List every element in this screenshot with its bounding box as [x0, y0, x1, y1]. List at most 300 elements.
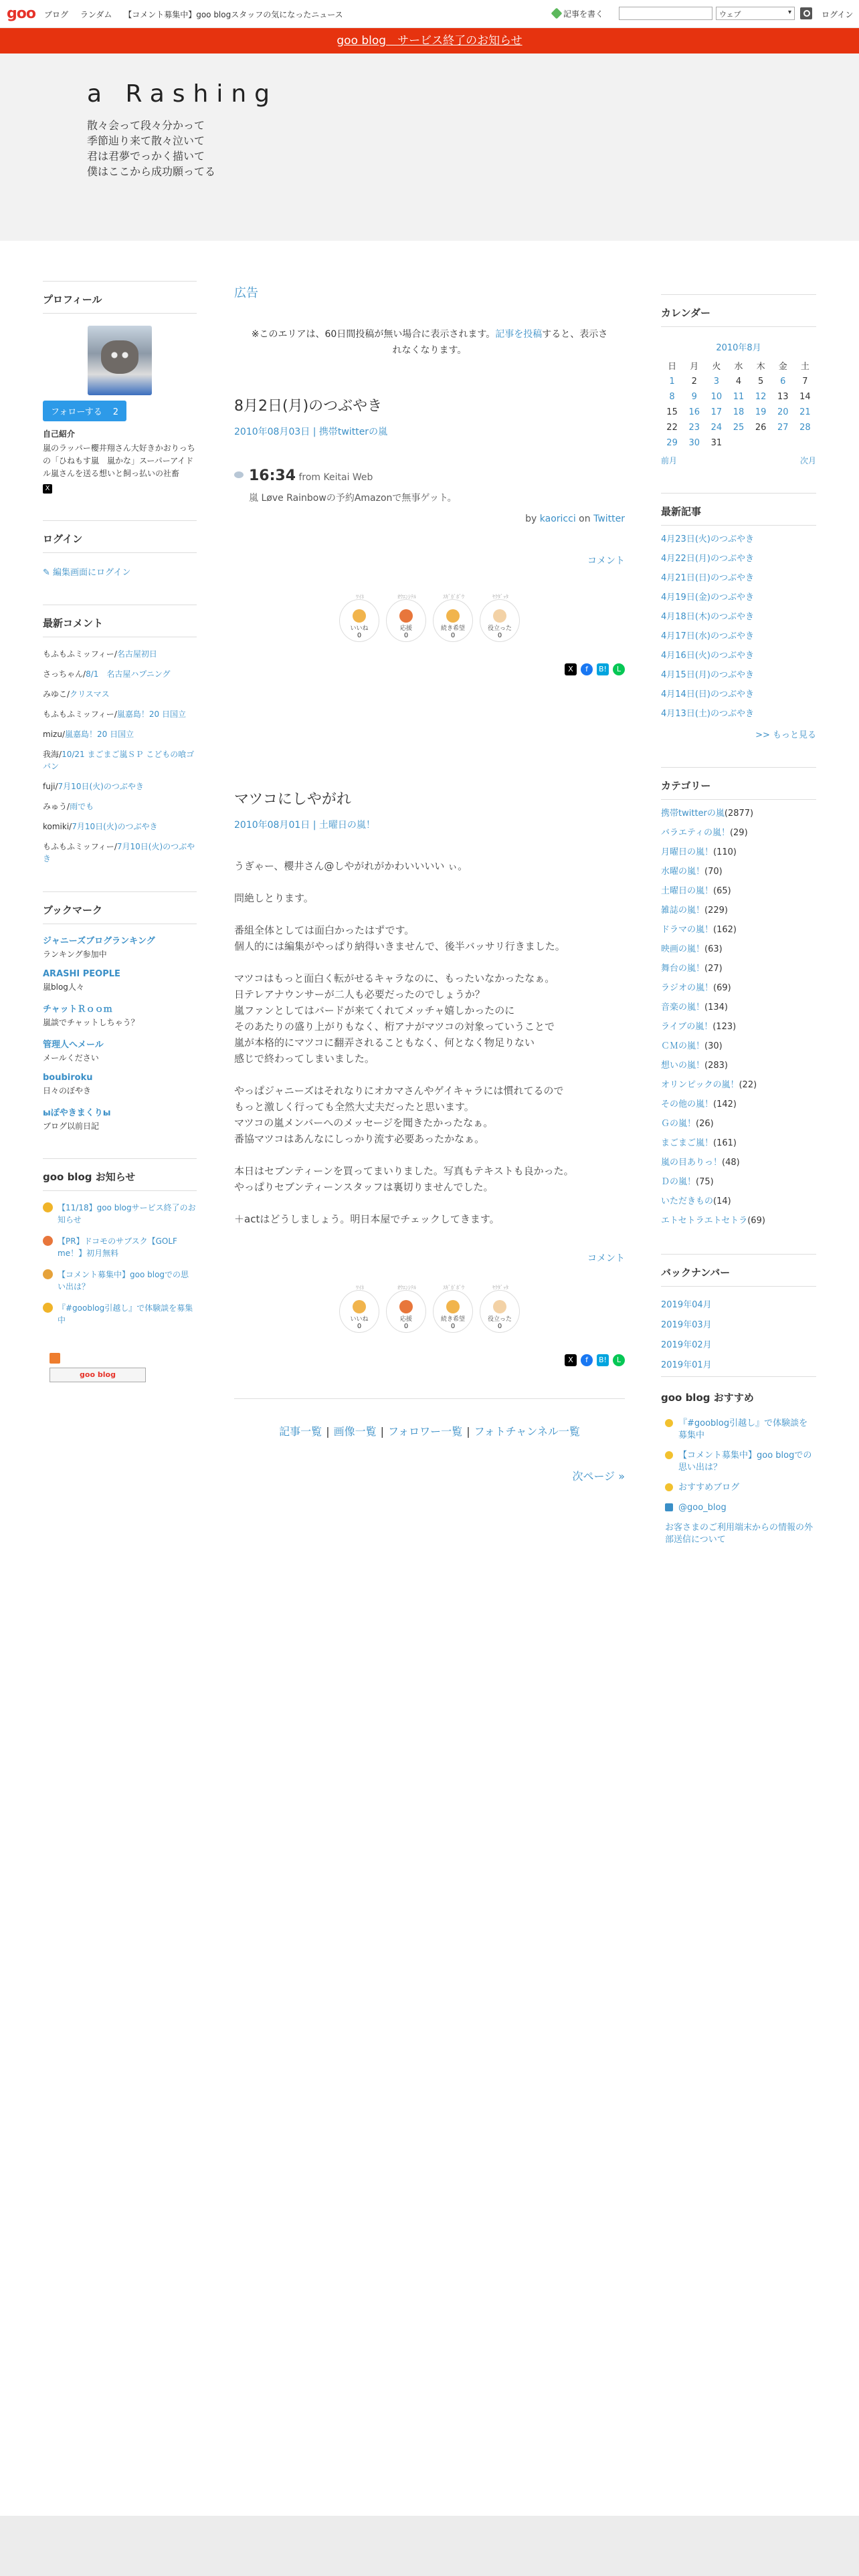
line-icon[interactable]: L [613, 1354, 625, 1366]
list-item[interactable] [661, 1215, 816, 1227]
list-item[interactable]: 2019年03月 [661, 1320, 712, 1330]
comment-link[interactable]: コメント [587, 1253, 625, 1264]
profile-box [43, 281, 197, 494]
reaction-buttons [234, 1285, 625, 1333]
line-icon[interactable]: L [613, 663, 625, 675]
list-item[interactable]: 2019年04月 [661, 1300, 712, 1310]
calendar-day[interactable]: 20 [777, 407, 789, 417]
calendar-weekday: 金 [778, 362, 787, 372]
calendar-weekday: 土 [800, 362, 809, 372]
facebook-icon[interactable]: f [581, 1354, 593, 1366]
calendar-day[interactable]: 23 [688, 423, 700, 433]
list-item [43, 1037, 197, 1063]
calendar-day[interactable]: 10 [710, 392, 723, 402]
calendar-day: 31 [710, 438, 723, 448]
x-share-icon[interactable]: X [565, 1354, 577, 1366]
calendar-month[interactable]: 2010年8月 [716, 343, 761, 353]
reaction-helpful-button[interactable] [480, 594, 520, 642]
tweet-source: from Keitai Web [298, 472, 373, 483]
calendar-nav [661, 455, 816, 466]
latest-comments-list [43, 648, 197, 865]
bookmark-link[interactable]: 管理人へメール [43, 1040, 104, 1050]
pencil-icon [551, 8, 563, 19]
top-nav [44, 9, 353, 20]
follow-button[interactable] [43, 401, 126, 421]
comment-post-link[interactable]: 10/21 まごまご嵐ＳＰ こどもの喰ゴバン [43, 750, 195, 771]
x-share-icon[interactable]: X [565, 663, 577, 675]
comment-post-link[interactable]: 雨でも [70, 802, 94, 811]
calendar-table [661, 357, 816, 451]
edit-login-link[interactable] [43, 565, 197, 578]
calendar-day: 14 [799, 392, 811, 402]
reaction-count: 0 [450, 1323, 456, 1330]
more-posts-link[interactable]: >> もっと見る [755, 730, 816, 740]
goo-notice-link: 【コメント募集中】goo blogでの思い出は？ [58, 1270, 189, 1291]
category-count: (29) [729, 828, 748, 838]
category-link: 音楽の嵐！ [661, 1002, 705, 1012]
list-item[interactable] [661, 866, 816, 878]
list-item: みゆこ/クリスマス [43, 689, 110, 699]
reaction-more-button[interactable] [433, 1285, 473, 1333]
list-item[interactable]: 4月16日(火)のつぶやき [661, 651, 754, 661]
left-sidebar [43, 281, 197, 1409]
category-count: (142) [713, 1099, 737, 1109]
category-count: (110) [713, 847, 737, 857]
category-count: (27) [704, 964, 723, 974]
category-link: エトセトラエトセトラ [661, 1216, 748, 1226]
calendar-day[interactable]: 30 [688, 438, 700, 448]
list-item [43, 1105, 197, 1132]
comment-author: mizu [43, 730, 62, 739]
post-date[interactable]: 2010年08月01日 [234, 820, 310, 831]
tweet-time[interactable]: 16:34 [249, 467, 296, 484]
megaphone-icon [399, 1300, 413, 1313]
list-item[interactable] [661, 1099, 816, 1111]
list-item[interactable] [661, 924, 816, 936]
category-count: (30) [704, 1041, 723, 1051]
recent-posts-list [661, 534, 816, 720]
heart-eyes-icon [446, 609, 460, 623]
hatena-icon[interactable]: B! [597, 663, 609, 675]
bookmark-desc: ブログ以前日記 [43, 1121, 100, 1131]
calendar-weekday: 火 [712, 362, 721, 372]
category-link: 嵐の目ありっ！ [661, 1158, 723, 1168]
calendar-day: 15 [666, 407, 678, 417]
list-item[interactable] [43, 1302, 197, 1326]
category-link: 月曜日の嵐！ [661, 847, 714, 857]
comment-post-link[interactable]: 8/1 名古屋ハプニング [86, 669, 171, 679]
heart-eyes-icon [446, 1300, 460, 1313]
category-count: (22) [739, 1080, 757, 1090]
categories-box [661, 767, 816, 1227]
list-item: みゅう/雨でも [43, 802, 94, 811]
calendar-day[interactable]: 25 [733, 423, 745, 433]
lightbulb-icon [665, 1451, 673, 1459]
goo-notice-link: 【PR】ドコモのサブスク【GOLF me！】初月無料 [58, 1237, 177, 1258]
search-scope-value: ウェブ [719, 10, 741, 19]
tweet-byline [234, 514, 625, 524]
goo-notice-box [43, 1158, 197, 1382]
recommend-heading: goo blog おすすめ [661, 1376, 816, 1411]
pencil-icon: ✎ [43, 568, 54, 578]
comment-author: komiki [43, 822, 70, 831]
ad-note-text: ※このエリアは、60日間投稿が無い場合に表示されます。 [251, 329, 496, 340]
reaction-label: 応援 [399, 625, 412, 632]
list-item[interactable]: 4月14日(日)のつぶやき [661, 689, 754, 700]
bookmark-link[interactable]: チャットＲｏｏｍ [43, 1004, 112, 1014]
category-count: (65) [713, 886, 731, 896]
calendar-day: 7 [802, 377, 808, 387]
prev-month-link[interactable]: 前月 [661, 456, 678, 465]
bookmark-link[interactable]: boubiroku [43, 1073, 93, 1083]
list-item[interactable] [661, 1450, 816, 1474]
reaction-count: 0 [357, 1323, 362, 1330]
tweet-author-link[interactable]: kaoricci [539, 514, 576, 524]
reaction-label: 役立った [487, 625, 512, 632]
follow-label: フォローする [51, 407, 102, 417]
next-month-link[interactable]: 次月 [799, 456, 816, 465]
calendar-day[interactable]: 24 [710, 423, 723, 433]
follower-list-link[interactable]: フォロワー一覧 [387, 1425, 463, 1438]
backnumber-heading: バックナンバー [661, 1254, 816, 1287]
bookmark-desc: 嵐blog人々 [43, 982, 84, 992]
reaction-buttons [234, 594, 625, 642]
calendar-day[interactable]: 21 [799, 407, 811, 417]
backnumber-list[interactable] [661, 1297, 816, 1370]
comment-author: みゆこ [43, 689, 68, 699]
category-count: (2877) [724, 809, 754, 819]
list-item[interactable] [661, 1176, 816, 1188]
list-item[interactable] [661, 1079, 816, 1091]
ad-note-text: すると、表示されなくなります。 [392, 329, 608, 356]
comment-post-link[interactable]: 嵐嘉島！20 日国立 [116, 710, 186, 719]
list-item[interactable] [661, 1502, 816, 1514]
rss-icon[interactable] [50, 1353, 60, 1364]
x-icon[interactable]: X [43, 484, 52, 494]
comment-post-link[interactable]: 7月10日(火)のつぶやき [58, 782, 144, 791]
write-post-link[interactable] [553, 8, 603, 19]
comment-author: みゅう [43, 802, 68, 811]
calendar-day: 26 [755, 423, 767, 433]
reaction-like-button[interactable] [339, 594, 379, 642]
list-item[interactable] [661, 1138, 816, 1150]
reaction-label: いいね [350, 625, 369, 632]
list-item[interactable] [661, 1482, 816, 1494]
list-item[interactable] [43, 1235, 197, 1259]
category-count: (229) [704, 905, 728, 916]
post-category[interactable]: 携帯twitterの嵐 [318, 427, 388, 437]
goo-blog-badge[interactable] [50, 1368, 146, 1382]
bookmark-desc: メールください [43, 1053, 99, 1063]
comment-post-link[interactable]: 7月10日(火)のつぶやき [43, 842, 195, 863]
list-item[interactable]: 4月22日(月)のつぶやき [661, 554, 754, 564]
external-transmission-link: お客さまのご利用端末からの情報の外部送信について [665, 1523, 814, 1545]
list-item[interactable]: 2019年02月 [661, 1340, 712, 1350]
bookmark-link[interactable]: ARASHI PEOPLE [43, 969, 120, 979]
list-item[interactable] [661, 1118, 816, 1130]
calendar-day[interactable]: 27 [777, 423, 789, 433]
lightbulb-icon [665, 1483, 673, 1491]
calendar-day[interactable]: 29 [666, 438, 678, 448]
category-link: バラエティの嵐！ [661, 828, 730, 838]
comment-author: もふもふミッフィー [43, 649, 114, 659]
goo-notice-link: 『#gooblog引越し』で体験談を募集中 [58, 1303, 193, 1325]
category-link: 想いの嵐！ [661, 1061, 705, 1071]
reaction-support-button[interactable] [386, 1285, 426, 1333]
edit-login-label: 編集画面にログイン [53, 568, 131, 578]
list-item[interactable]: 4月18日(木)のつぶやき [661, 612, 754, 622]
list-item[interactable]: 4月23日(火)のつぶやき [661, 534, 754, 544]
list-item[interactable] [661, 1522, 816, 1546]
reaction-label: 役立った [487, 1316, 512, 1323]
calendar-day[interactable]: 12 [755, 392, 767, 402]
category-link: Ｄの嵐！ [661, 1177, 696, 1187]
ad-heading: 広告 [234, 286, 258, 300]
list-item[interactable] [661, 1060, 816, 1072]
post-title[interactable]: 8月2日(月)のつぶやき [234, 398, 383, 415]
calendar-day[interactable]: 9 [691, 392, 697, 402]
calendar-day[interactable]: 16 [688, 407, 700, 417]
calendar-weekday: 水 [734, 362, 743, 372]
goo-badge-text: goo blog [80, 1370, 116, 1379]
latest-comments-box [43, 605, 197, 865]
search-input[interactable] [619, 7, 712, 20]
share-buttons [234, 663, 625, 675]
bookmark-desc: ランキング参加中 [43, 950, 107, 959]
category-count: (123) [712, 1022, 737, 1032]
category-count: (14) [713, 1196, 731, 1206]
post-date[interactable]: 2010年08月03日 [234, 427, 310, 437]
lightbulb-icon [43, 1303, 53, 1313]
reaction-caption: ﾜｲﾈ [356, 594, 364, 600]
goo-notice-link: 【11/18】goo blogサービス終了のお知らせ [58, 1203, 196, 1224]
calendar-day: 4 [735, 377, 742, 387]
list-item[interactable] [661, 885, 816, 897]
search-button[interactable] [800, 7, 812, 19]
reaction-label: いいね [350, 1316, 369, 1323]
service-end-notice-link[interactable]: goo blog サービス終了のお知らせ [337, 34, 522, 47]
post-meta: 2010年08月01日 | 土曜日の嵐！ [234, 820, 375, 831]
calendar-day [750, 435, 772, 451]
category-link: ライブの嵐！ [661, 1022, 713, 1032]
category-link: いただきもの [661, 1196, 714, 1206]
calendar-day: 5 [757, 377, 764, 387]
goo-logo[interactable]: goo [7, 5, 35, 22]
calendar-day: 13 [777, 392, 789, 402]
login-link[interactable]: ログイン [822, 10, 854, 19]
comment-post-link[interactable]: 7月10日(火)のつぶやき [72, 822, 158, 831]
category-count: (63) [704, 944, 723, 954]
recommend-link: 『#gooblog引越し』で体験談を募集中 [678, 1418, 808, 1440]
category-count: (48) [722, 1158, 740, 1168]
comment-post-link[interactable]: 名古屋初日 [116, 649, 157, 659]
lightbulb-icon [665, 1419, 673, 1427]
reaction-caption: ｵｳｴﾝｼﾃﾙ [397, 1285, 416, 1291]
follow-count: 2 [112, 407, 118, 417]
reaction-helpful-button[interactable] [480, 1285, 520, 1333]
top-nav-random[interactable]: ランダム [80, 10, 112, 19]
category-count: (162) [713, 925, 737, 935]
calendar-day[interactable]: 17 [710, 407, 723, 417]
comment-author: fuji [43, 782, 56, 791]
list-item[interactable] [661, 905, 816, 917]
list-item[interactable]: 4月13日(土)のつぶやき [661, 709, 754, 719]
share-buttons [234, 1354, 625, 1366]
list-item[interactable] [661, 1157, 816, 1169]
post-meta: 2010年08月03日 | 携帯twitterの嵐 [234, 427, 388, 437]
list-item[interactable]: 4月17日(水)のつぶやき [661, 631, 754, 641]
image-list-link[interactable]: 画像一覧 [333, 1425, 377, 1438]
calendar-weekday: 木 [756, 362, 765, 372]
calendar-day[interactable]: 18 [733, 407, 745, 417]
category-link: まごまご嵐！ [661, 1138, 714, 1148]
profile-heading: プロフィール [43, 281, 197, 314]
search-scope-select[interactable] [716, 7, 795, 20]
list-item[interactable]: 4月21日(日)のつぶやき [661, 573, 754, 583]
reaction-more-button[interactable] [433, 594, 473, 642]
hatena-icon[interactable]: B! [597, 1354, 609, 1366]
comment-post-link[interactable]: クリスマス [70, 689, 110, 699]
bookmarks-heading: ブックマーク [43, 891, 197, 924]
bookmark-link[interactable]: ジャニーズブログランキング [43, 936, 155, 946]
login-box [43, 520, 197, 578]
comment-post-link[interactable]: 嵐嘉島！20 日国立 [64, 730, 134, 739]
list-item: さっちゃん/8/1 名古屋ハプニング [43, 669, 171, 679]
right-sidebar [661, 294, 816, 1573]
post-body: うぎゃー、櫻井さん@しやがれがかわいいいい ぃ。 問絶しとります。 番組全体としては面白かったはずです。 個人的には編集がやっぱり納得いきませんで、後半バッサリ行きました。 マツコはもっと面白く転がせるキャラなのに、もったいなかったなぁ。 日テレアナウンサーが二人も必要だったのでしょうか？ 嵐ファンとしてはバードが来てくれてメッチャ嬉しかったのに そのあたりの盛り上がりもなく、桁アナがマツコの対象っていうことで 嵐が本格的にマツコに翻弄されることもなく、何となく物足りない 感じで終わってしまいました。 やっぱジャニーズはそれなりにオカマさんやゲイキャラには慣れてるので もっと激しく行っても全然大丈夫だったと思います。 マツコの嵐メンバーへのメッセージを聞きたかったなぁ。 番協マツコはあんなにしっかり流す必要あったかなぁ。 本日はセブンティーンを買ってまいりました。写真もテキストも良かった。 やっぱりセブンティーンスタッフは裏切りませんでした。 ＋actはどうしましょう。明日本屋でチェックしてきます。 [234, 860, 574, 1225]
list-item[interactable]: 4月19日(金)のつぶやき [661, 593, 754, 603]
recommend-link: 【コメント募集中】goo blogでの思い出は？ [678, 1451, 812, 1473]
post-article-link[interactable]: 記事を投稿 [495, 329, 543, 340]
calendar-day [727, 435, 749, 451]
calendar-box [661, 294, 816, 466]
calendar-day[interactable]: 1 [669, 377, 675, 387]
list-item[interactable] [661, 1002, 816, 1014]
category-link: ＣＭの嵐！ [661, 1041, 705, 1051]
tweet-text: 嵐 Løve Rainbowの予約Amazonで無事ゲット。 [249, 493, 457, 504]
list-item[interactable] [661, 1041, 816, 1053]
list-item[interactable] [661, 827, 816, 839]
category-count: (75) [696, 1177, 714, 1187]
avatar[interactable] [88, 326, 152, 395]
login-heading: ログイン [43, 520, 197, 553]
comment-author: もふもふミッフィー [43, 710, 114, 719]
reaction-caption: ｵｳｴﾝｼﾃﾙ [397, 594, 416, 600]
reaction-count: 0 [403, 1323, 409, 1330]
comment-link[interactable]: コメント [587, 556, 625, 566]
goo-notice-heading: goo blog お知らせ [43, 1158, 197, 1191]
comment-author: さっちゃん [43, 669, 84, 679]
category-link: ラジオの嵐！ [661, 983, 714, 993]
calendar-day[interactable]: 28 [799, 423, 811, 433]
category-count: (161) [713, 1138, 737, 1148]
blog-header [0, 53, 859, 241]
article-list-link[interactable]: 記事一覧 [279, 1425, 322, 1438]
list-item: fuji/7月10日(火)のつぶやき [43, 782, 144, 791]
list-item[interactable] [661, 847, 816, 859]
reaction-label: 応援 [399, 1316, 412, 1323]
recent-posts-box [661, 493, 816, 740]
post-title[interactable]: マツコにしやがれ [234, 791, 351, 808]
reaction-like-button[interactable] [339, 1285, 379, 1333]
megaphone-icon [399, 609, 413, 623]
list-item: 我海/10/21 まごまご嵐ＳＰ こどもの喰ゴバン [43, 750, 195, 771]
list-item[interactable] [43, 1269, 197, 1293]
bookmark-desc: 嵐談でチャットしちゃう？ [43, 1018, 139, 1027]
next-page-link[interactable]: 次ページ » [572, 1470, 625, 1483]
post-2 [234, 788, 625, 1366]
calendar-heading: カレンダー [661, 294, 816, 327]
list-item[interactable] [661, 808, 816, 820]
backnumber-box [661, 1254, 816, 1370]
blog-title[interactable]: a Rashing [87, 80, 278, 108]
comment-author: 我海 [43, 750, 60, 759]
list-item[interactable]: 4月15日(月)のつぶやき [661, 670, 754, 680]
intro-heading: 自己紹介 [43, 429, 76, 439]
comment-icon [43, 1269, 53, 1279]
recommend-link: おすすめブログ [678, 1483, 740, 1493]
list-item [43, 934, 197, 960]
list-item[interactable] [661, 963, 816, 975]
list-item[interactable]: 2019年01月 [661, 1360, 712, 1370]
post-category[interactable]: 土曜日の嵐！ [318, 820, 375, 831]
recommend-list [661, 1418, 816, 1546]
calendar-day [794, 435, 816, 451]
list-item: もふもふミッフィー/嵐嘉島！20 日国立 [43, 710, 186, 719]
category-link: 雑誌の嵐！ [661, 905, 705, 916]
list-item: komiki/7月10日(火)のつぶやき [43, 822, 158, 831]
calendar [661, 340, 816, 466]
list-item[interactable] [43, 1202, 197, 1226]
facebook-icon[interactable]: f [581, 663, 593, 675]
category-count: (70) [704, 867, 723, 877]
calendar-day[interactable]: 11 [733, 392, 745, 402]
list-item[interactable] [661, 944, 816, 956]
clap-icon [493, 1300, 506, 1313]
category-link: Ｇの嵐！ [661, 1119, 696, 1129]
list-item[interactable] [661, 1196, 816, 1208]
top-nav-news[interactable]: 【コメント募集中】goo blogスタッフの気になったニュース [124, 10, 343, 19]
category-link: 水曜の嵐！ [661, 867, 705, 877]
top-nav-blog[interactable]: ブログ [44, 10, 69, 19]
category-link: 携帯twitterの嵐 [661, 809, 725, 819]
bookmark-link[interactable]: ыぽやきまくりы [43, 1108, 111, 1118]
list-item[interactable] [661, 1021, 816, 1033]
reaction-caption: ｽｷﾞｶﾞﾎﾞｳ [443, 1285, 464, 1291]
calendar-day[interactable]: 19 [755, 407, 767, 417]
calendar-day[interactable]: 6 [780, 377, 786, 387]
photo-channel-link[interactable]: フォトチャンネル一覧 [474, 1425, 580, 1438]
bookmark-desc: 日々のぼやき [43, 1086, 92, 1095]
twitter-link[interactable]: Twitter [593, 514, 625, 524]
reaction-support-button[interactable] [386, 594, 426, 642]
list-item [43, 969, 197, 992]
list-item[interactable] [661, 1418, 816, 1442]
service-end-notice [0, 28, 859, 53]
category-count: (69) [713, 983, 731, 993]
chevron-down-icon: ▾ [787, 9, 791, 16]
tweet [234, 467, 625, 524]
list-item[interactable] [661, 982, 816, 994]
page-footer [0, 2516, 859, 2576]
calendar-day[interactable]: 3 [713, 377, 719, 387]
thumbs-up-icon [353, 1300, 366, 1313]
bookmarks-box [43, 891, 197, 1132]
category-link: 舞台の嵐！ [661, 964, 705, 974]
categories-heading: カテゴリー [661, 767, 816, 800]
calendar-day[interactable]: 8 [669, 392, 675, 402]
goo-notice-list [43, 1202, 197, 1326]
